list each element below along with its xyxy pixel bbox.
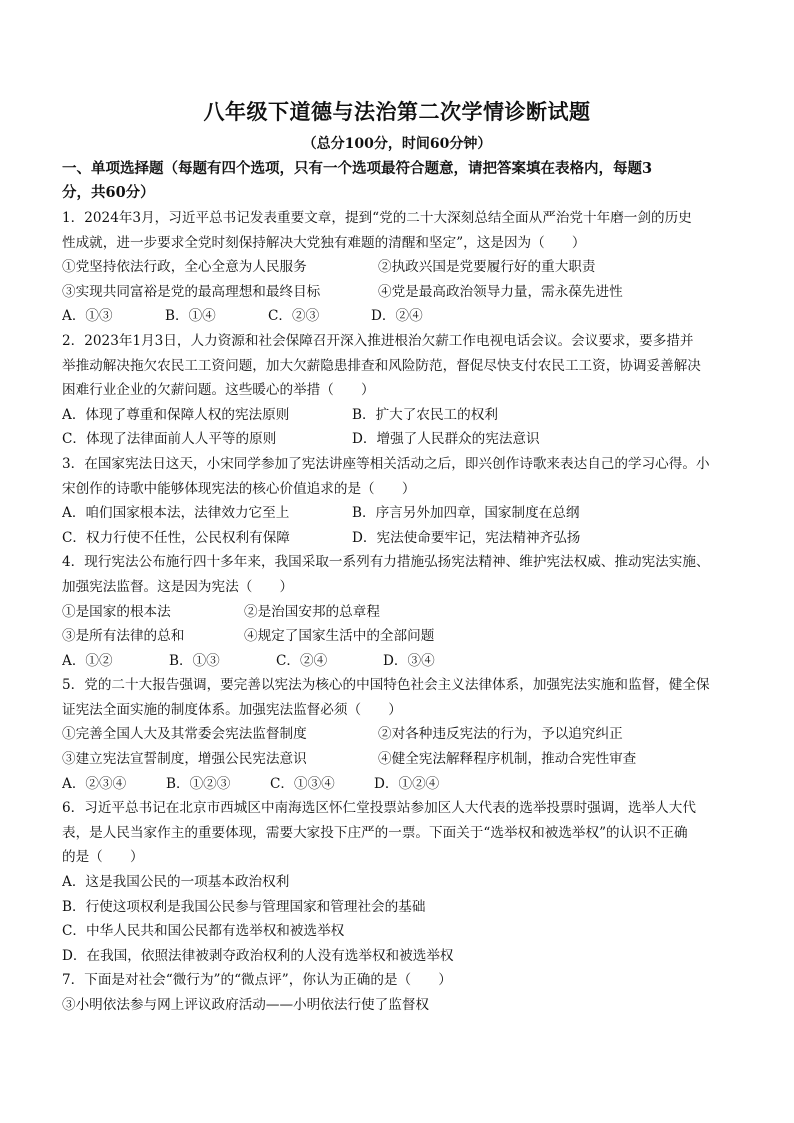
question-2 [62,329,738,452]
statement: ②执政兴国是党要履行好的重大职责 [378,259,596,276]
option-d: D．①②④ [374,775,440,792]
statement-row [62,722,738,747]
option-c: C．①③④ [270,775,335,792]
question-5 [62,673,738,796]
statement: ③实现共同富裕是党的最高理想和最终目标 [62,283,321,300]
option-d: D．②④ [371,308,423,325]
option-a: A．体现了尊重和保障人权的宪法原则 [62,406,290,423]
question-text: 加强宪法监督。这是因为宪法（ ） [62,578,294,595]
option-row [62,501,738,526]
option-d: D．③④ [383,652,435,669]
statement: ③小明依法参与网上评议政府活动——小明依法行使了监督权 [62,997,430,1013]
question-7 [62,968,738,1017]
statement: ②是治国安邦的总章程 [244,603,380,620]
question-text: 困难行业企业的欠薪问题。这些暖心的举措（ ） [62,382,375,399]
question-text: 2．2023年1月3日，人力资源和社会保障召开深入推进根治欠薪工作电视电话会议。会议要求，要多措并 [62,332,694,349]
question-text: 7．下面是对社会“微行为”的“微点评”，你认为正确的是（ ） [62,972,452,989]
option-row [62,772,738,797]
option-a: A．②③④ [62,775,127,792]
option-row [62,649,738,674]
statement-row [62,255,738,280]
option-a: A．这是我国公民的一项基本政治权利 [62,874,290,891]
question-text: 举推动解决拖欠农民工工资问题，加大欠薪隐患排查和风险防范，督促尽快支付农民工工资，协调妥善解决 [62,357,701,374]
question-text: 4．现行宪法公布施行四十多年来，我国采取一系列有力措施弘扬宪法精神、维护宪法权威、推动宪法实施、 [62,554,710,571]
statement: ③建立宪法宣誓制度，增强公民宪法意识 [62,751,307,768]
statement-row [62,600,738,625]
statement: ②对各种违反宪法的行为，予以追究纠正 [378,726,623,743]
question-text: 1．2024年3月，习近平总书记发表重要文章，提到“党的二十大深刻总结全面从严治党十年磨一剑的历史 [62,210,692,226]
option-b: B．①④ [165,308,216,325]
option-b: B．行使这项权利是我国公民参与管理国家和管理社会的基础 [62,898,426,915]
question-text: 3．在国家宪法日这天，小宋同学参加了宪法讲座等相关活动之后，即兴创作诗歌来表达自己的学习心得。小 [62,455,710,472]
statement: ①是国家的根本法 [62,603,171,620]
statement-row [62,624,738,649]
statement-row [62,747,738,772]
section-heading-line: 分，共60分） [62,184,155,201]
option-a: A．咱们国家根本法，法律效力它至上 [62,505,290,522]
option-row [62,427,738,452]
page-subtitle: （总分100分，时间60分钟） [302,136,492,152]
question-text: 5．党的二十大报告强调，要完善以宪法为核心的中国特色社会主义法律体系，加强宪法实施和监督，健全保 [62,677,710,694]
option-c: C．体现了法律面前人人平等的原则 [62,431,277,448]
statement-row [62,280,738,305]
option-b: B．序言另外加四章，国家制度在总纲 [352,505,580,522]
statement: ③是所有法律的总和 [62,628,185,645]
question-text: 宋创作的诗歌中能够体现宪法的核心价值追求的是（ ） [62,480,416,497]
option-row [62,304,738,329]
section-heading-line: 一、单项选择题（每题有四个选项，只有一个选项最符合题意，请把答案填在表格内，每题3 [62,160,653,177]
question-text: 证宪法全面实施的制度体系。加强宪法监督必须（ ） [62,701,402,718]
option-b: B．①②③ [166,775,231,792]
page-title: 八年级下道德与法治第二次学情诊断试题 [203,99,591,124]
question-3 [62,452,738,550]
option-row [62,526,738,551]
option-a: A．①② [62,652,113,669]
question-4 [62,550,738,673]
question-list [62,206,738,1018]
option-b: B．①③ [169,652,220,669]
statement: ④党是最高政治领导力量，需永葆先进性 [378,283,623,300]
option-d: D．宪法使命要牢记，宪法精神齐弘扬 [352,529,581,546]
statement: ④规定了国家生活中的全部问题 [244,628,435,645]
option-row [62,403,738,428]
question-6 [62,796,738,968]
option-d: D．增强了人民群众的宪法意识 [352,431,540,448]
option-b: B．扩大了农民工的权利 [352,406,498,423]
statement: ④健全宪法解释程序机制，推动合宪性审查 [378,751,637,768]
option-a: A．①③ [62,308,113,325]
question-text: 性成就，进一步要求全党时刻保持解决大党独有难题的清醒和坚定”，这是因为（ ） [62,234,586,251]
question-text: 6．习近平总书记在北京市西城区中南海选区怀仁堂投票站参加区人大代表的选举投票时强调，选举人大代 [62,800,696,817]
option-d: D．在我国，依照法律被剥夺政治权利的人没有选举权和被选举权 [62,947,454,964]
option-c: C．权力行使不任性，公民权利有保障 [62,529,290,546]
statement: ①完善全国人大及其常委会宪法监督制度 [62,726,307,743]
question-text: 的是（ ） [62,849,144,866]
option-c: C．②③ [268,308,320,325]
question-1 [62,206,738,329]
statement: ①党坚持依法行政，全心全意为人民服务 [62,259,307,276]
option-c: C．②④ [276,652,328,669]
option-c: C．中华人民共和国公民都有选举权和被选举权 [62,923,345,940]
question-text: 表，是人民当家作主的重要体现，需要大家投下庄严的一票。下面关于“选举权和被选举权”的认识不正确 [62,824,688,841]
section-heading [62,157,734,205]
